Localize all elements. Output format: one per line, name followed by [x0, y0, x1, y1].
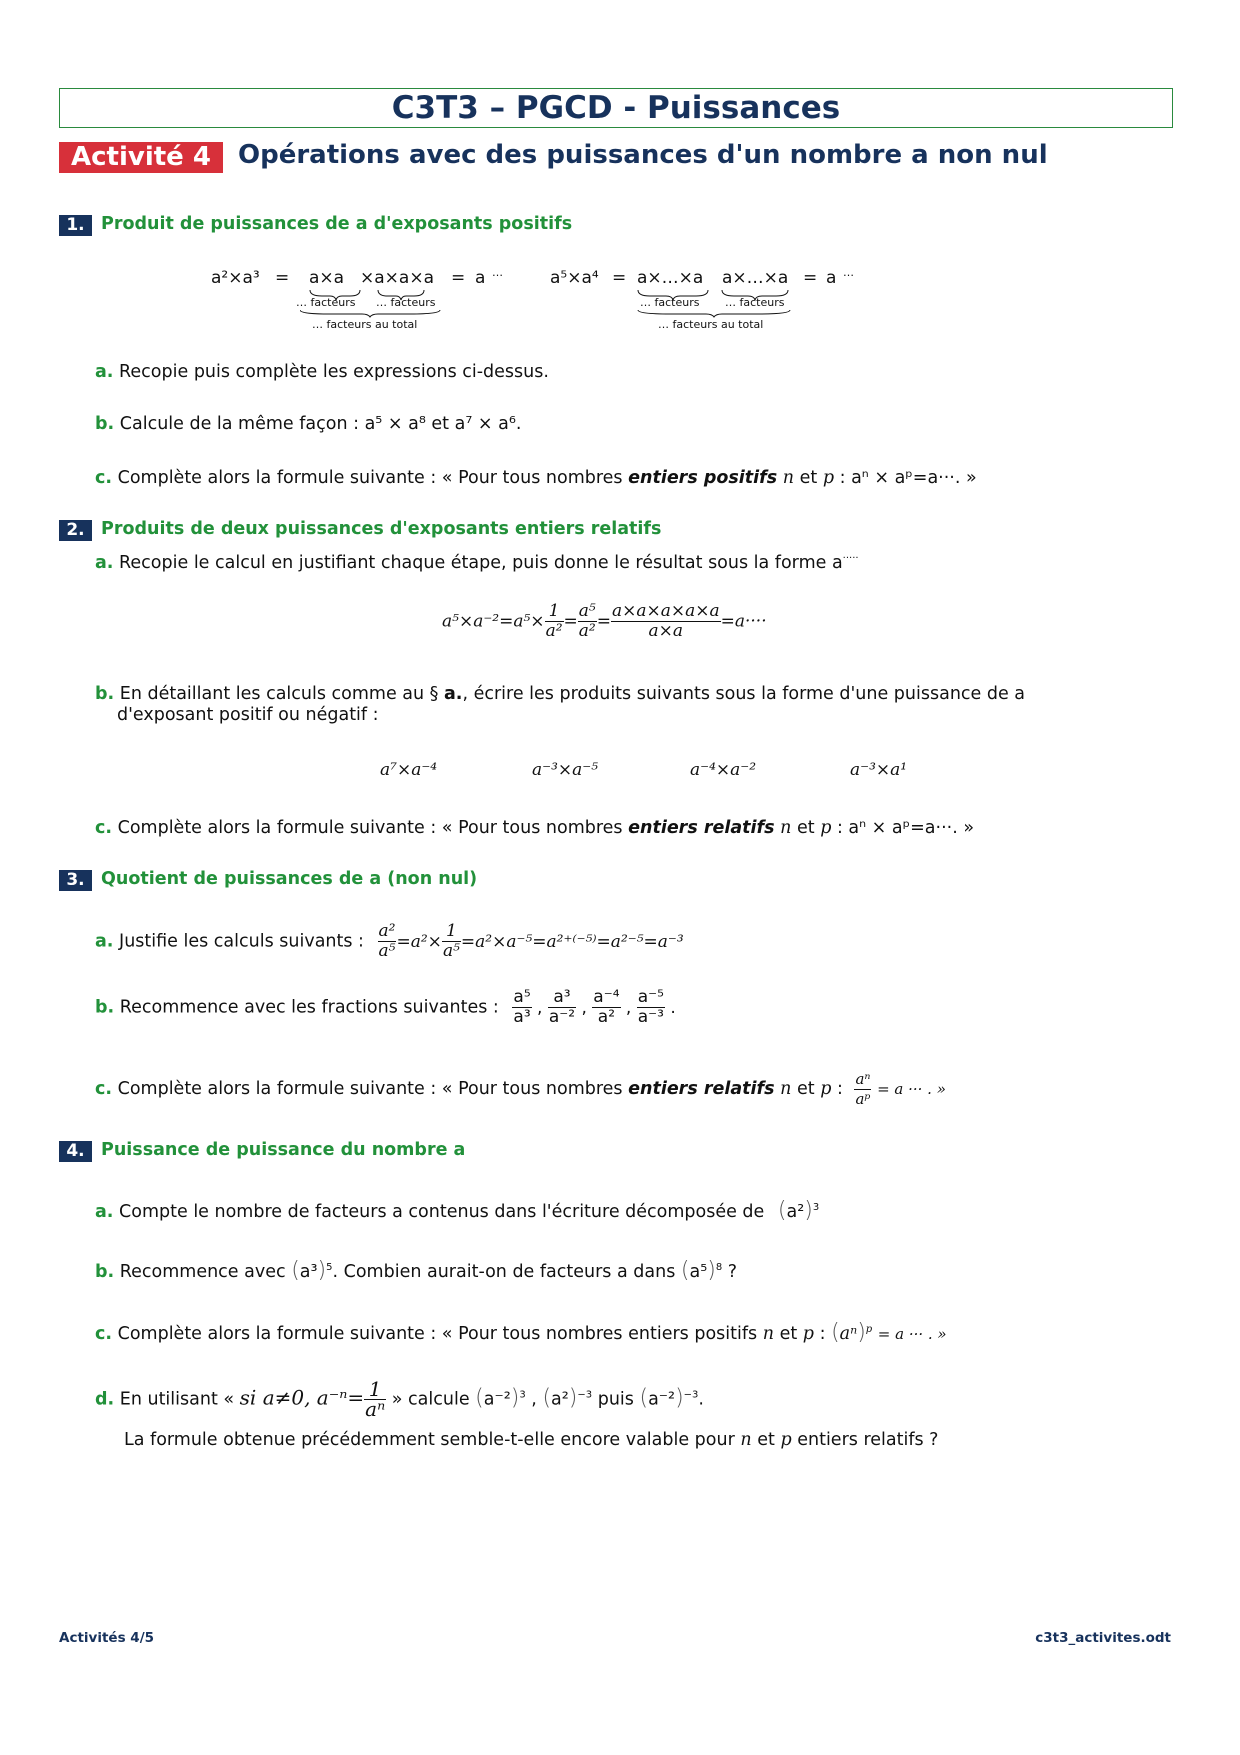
s1-question-c: c. Complète alors la formule suivante : « Pour tous nombres entiers positifs n et p : aⁿ × aᵖ=a···. »	[95, 468, 977, 488]
s1-ex1-eq2: =	[451, 268, 466, 288]
s1-ex2-brace2: … facteurs	[725, 296, 785, 309]
s2-question-b-line2: d'exposant positif ou négatif :	[117, 705, 379, 725]
s1-ex1-result: a	[475, 268, 486, 288]
section-1-number: 1.	[59, 215, 92, 236]
s2-question-a: a. Recopie le calcul en justifiant chaque étape, puis donne le résultat sous la forme a·····	[95, 553, 859, 573]
s1-ex2-brace1: … facteurs	[640, 296, 700, 309]
s3-question-c: c. Complète alors la formule suivante : « Pour tous nombres entiers relatifs n et p : $\frac{\text{aⁿ}}{\text{aᵖ}}$ = a ··· . »	[95, 1070, 946, 1108]
s2-product-2: a⁻³×a⁻⁵	[532, 760, 599, 780]
s1-question-b: b. Calcule de la même façon : a⁵ × a⁸ et a⁷ × a⁶.	[95, 414, 522, 434]
s2-product-1: a⁷×a⁻⁴	[380, 760, 438, 780]
s1-ex1-group1: a×a	[309, 268, 345, 288]
s2-product-4: a⁻³×a¹	[850, 760, 908, 780]
section-3-number: 3.	[59, 870, 92, 891]
s1-ex1-eq: =	[275, 268, 290, 288]
s1-ex2-result-exp: …	[843, 266, 854, 279]
s4-question-d: d. En utilisant « si a≠0, a⁻ⁿ= $\frac{1}{\text{aⁿ}}$ » calcule $(a^{-2})^3$ , $(a^2)^{-3}$ puis $(a^{-2})^{-3}$.	[95, 1377, 704, 1421]
s1-ex2-total: … facteurs au total	[658, 318, 764, 331]
s1-ex1-result-exp: …	[492, 266, 503, 279]
section-3-title: Quotient de puissances de a (non nul)	[101, 869, 478, 889]
section-4-title: Puissance de puissance du nombre a	[101, 1140, 466, 1160]
s2-calc: a⁵×a⁻²=a⁵× $\frac{1}{\text{a²}}$ = $\frac{\text{a⁵}}{\text{a²}}$ = $\frac{a\times a\times a\times a\times a}{a\times a}$ =a····	[442, 601, 767, 641]
section-2-number: 2.	[59, 520, 92, 541]
s1-ex2-result: a	[826, 268, 837, 288]
s4-question-a: a. Compte le nombre de facteurs a contenus dans l'écriture décomposée de $(a^2)^3$	[95, 1198, 820, 1223]
s2-question-b: b. En détaillant les calculs comme au § a., écrire les produits suivants sous la forme d'une puissance de a	[95, 684, 1026, 704]
section-2-title: Produits de deux puissances d'exposants entiers relatifs	[101, 519, 662, 539]
s4-question-c: c. Complète alors la formule suivante : « Pour tous nombres entiers positifs n et p : $(a^n)^p = a$ ··· . »	[95, 1320, 947, 1345]
s2-product-3: a⁻⁴×a⁻²	[690, 760, 757, 780]
s1-question-a: a. Recopie puis complète les expressions ci-dessus.	[95, 362, 549, 382]
section-4-number: 4.	[59, 1141, 92, 1162]
activity-title: Opérations avec des puissances d'un nombre a non nul	[238, 140, 1048, 170]
activity-badge: Activité 4	[59, 142, 223, 173]
page-title: C3T3 – PGCD - Puissances	[59, 88, 1173, 128]
s1-ex2-group2: a×…×a	[722, 268, 789, 288]
s4-question-d-line2: La formule obtenue précédemment semble-t-elle encore valable pour n et p entiers relatifs ?	[124, 1430, 939, 1450]
s1-ex2-group1: a×…×a	[637, 268, 704, 288]
s1-ex2-lhs: a⁵×a⁴	[550, 268, 599, 288]
s1-ex1-group2: ×a×a×a	[360, 268, 434, 288]
s4-question-b: b. Recommence avec $(a^3)^5$. Combien aurait-on de facteurs a dans $(a^5)^8$ ?	[95, 1258, 738, 1283]
footer-filename: c3t3_activites.odt	[1035, 1630, 1171, 1646]
s2-question-c: c. Complète alors la formule suivante : « Pour tous nombres entiers relatifs n et p : aⁿ × aᵖ=a···. »	[95, 818, 975, 838]
s1-ex2-eq2: =	[803, 268, 818, 288]
s3-question-a: a. Justifie les calculs suivants : $\frac{\text{a²}}{\text{a⁵}}$ =a²× $\frac{1}{\text{a⁵}}$ =a²×a⁻⁵=a²⁺⁽⁻⁵⁾=a²⁻⁵=a⁻³	[95, 921, 684, 961]
footer-page: Activités 4/5	[59, 1630, 155, 1646]
s3-question-b: b. Recommence avec les fractions suivantes : $\frac{\text{a⁵}}{\text{a³}}$ , $\frac{\text{a³}}{\text{a⁻²}}$ , $\frac{\text{a⁻⁴}}{\text{a²}}$ , $\frac{\text{a⁻⁵}}{\text{a⁻³}}$ .	[95, 987, 676, 1027]
s1-ex2-eq: =	[612, 268, 627, 288]
s1-ex1-lhs: a²×a³	[211, 268, 260, 288]
s1-ex1-total: … facteurs au total	[312, 318, 418, 331]
section-1-title: Produit de puissances de a d'exposants positifs	[101, 214, 573, 234]
s1-ex1-brace1: … facteurs	[296, 296, 356, 309]
s1-ex1-brace2: … facteurs	[376, 296, 436, 309]
